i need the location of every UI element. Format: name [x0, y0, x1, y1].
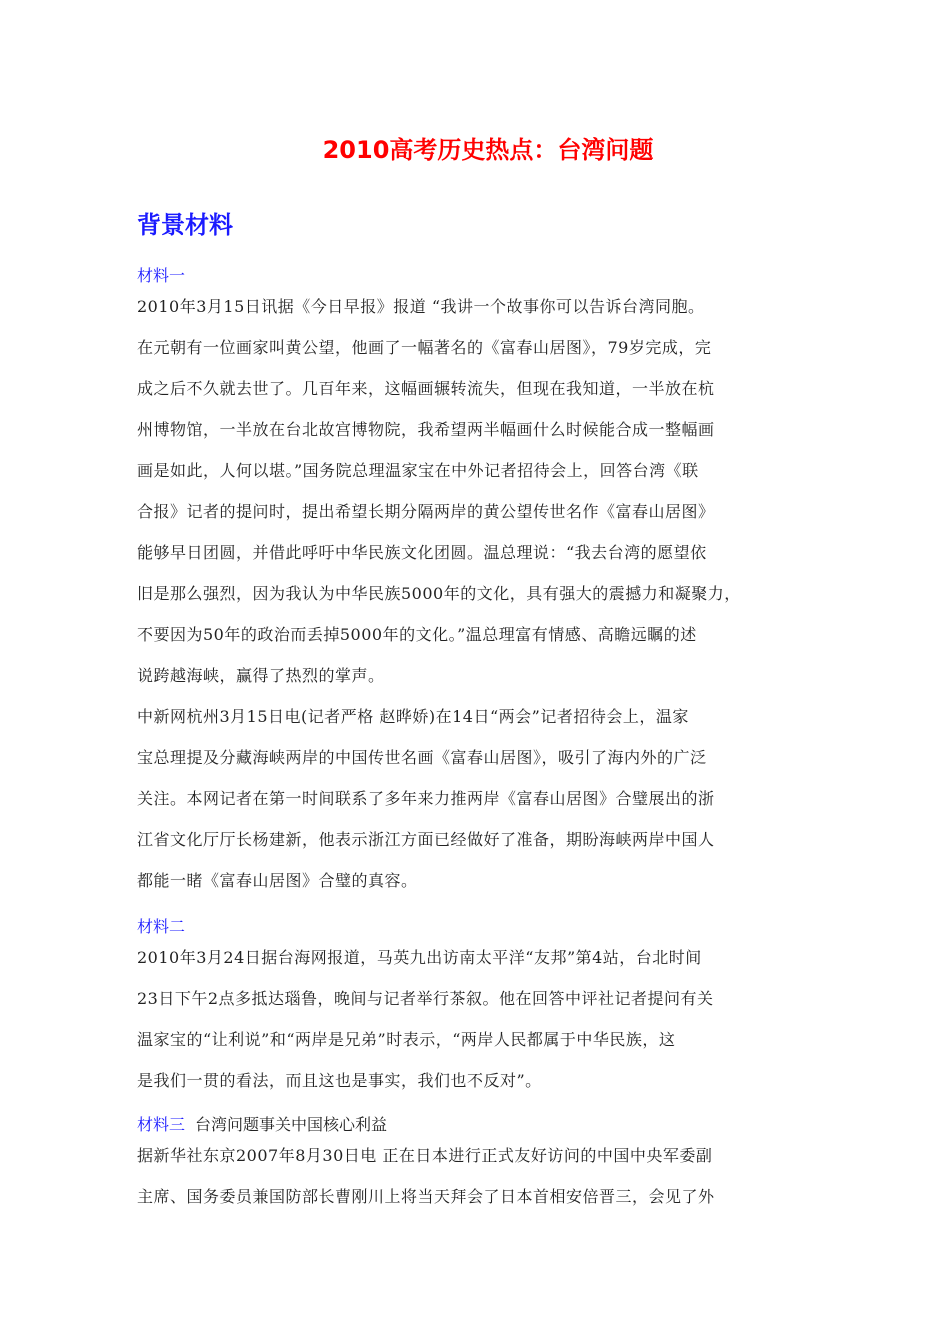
- text-line: 主席、国务委员兼国防部长曹刚川上将当天拜会了日本首相安倍晋三，会见了外: [137, 1187, 715, 1206]
- text-line: 江省文化厅厅长杨建新，他表示浙江方面已经做好了准备，期盼海峡两岸中国人: [137, 830, 715, 849]
- material-label-text: 材料二: [137, 917, 186, 936]
- material-label-text: 材料三: [137, 1115, 186, 1134]
- text-line: 成之后不久就去世了。几百年来，这幅画辗转流失，但现在我知道，一半放在杭: [137, 379, 715, 398]
- text-line: 2010年3月15日讯据《今日早报》报道 “我讲一个故事你可以告诉台湾同胞。: [137, 297, 705, 316]
- text-line: 据新华社东京2007年8月30日电 正在日本进行正式友好访问的中国中央军委副: [137, 1146, 713, 1165]
- document-title: 2010高考历史热点：台湾问题: [322, 136, 654, 164]
- text-line: 中新网杭州3月15日电(记者严格 赵晔娇)在14日“两会”记者招待会上，温家: [137, 707, 689, 726]
- text-line: 关注。本网记者在第一时间联系了多年来力推两岸《富春山居图》合璧展出的浙: [137, 789, 715, 808]
- section-heading: 背景材料: [137, 211, 233, 239]
- text-line: 是我们一贯的看法，而且这也是事实，我们也不反对”。: [137, 1071, 542, 1090]
- text-line: 温家宝的“让利说”和“两岸是兄弟”时表示，“两岸人民都属于中华民族，这: [137, 1030, 676, 1049]
- text-line: 州博物馆，一半放在台北故宫博物院，我希望两半幅画什么时候能合成一整幅画: [137, 420, 715, 439]
- material-subtitle: 台湾问题事关中国核心利益: [195, 1115, 388, 1134]
- material-label: [137, 1113, 827, 1137]
- material-label-text: 材料一: [137, 266, 186, 285]
- text-line: 宝总理提及分藏海峡两岸的中国传世名画《富春山居图》，吸引了海内外的广泛: [137, 748, 707, 767]
- text-line: 不要因为50年的政治而丢掉5000年的文化。”温总理富有情感、高瞻远瞩的述: [137, 625, 697, 644]
- material-2: [137, 915, 827, 1101]
- text-line: 能够早日团圆，并借此呼吁中华民族文化团圆。温总理说：“我去台湾的愿望依: [137, 543, 707, 562]
- text-line: 画是如此，人何以堪。”国务院总理温家宝在中外记者招待会上，回答台湾《联: [137, 461, 699, 480]
- text-line: 说跨越海峡，赢得了热烈的掌声。: [137, 666, 385, 685]
- text-line: 都能一睹《富春山居图》合璧的真容。: [137, 871, 418, 890]
- material-1: [137, 264, 827, 901]
- material-label: [137, 915, 827, 939]
- text-line: 旧是那么强烈，因为我认为中华民族5000年的文化，具有强大的震撼力和凝聚力，: [137, 584, 741, 603]
- text-line: 在元朝有一位画家叫黄公望，他画了一幅著名的《富春山居图》，79岁完成，完: [137, 338, 712, 357]
- material-3: [137, 1113, 827, 1217]
- material-label: [137, 264, 827, 288]
- text-line: 合报》记者的提问时，提出希望长期分隔两岸的黄公望传世名作《富春山居图》: [137, 502, 715, 521]
- text-line: 23日下午2点多抵达瑙鲁，晚间与记者举行茶叙。他在回答中评社记者提问有关: [137, 989, 714, 1008]
- text-line: 2010年3月24日据台海网报道，马英九出访南太平洋“友邦”第4站，台北时间: [137, 948, 702, 967]
